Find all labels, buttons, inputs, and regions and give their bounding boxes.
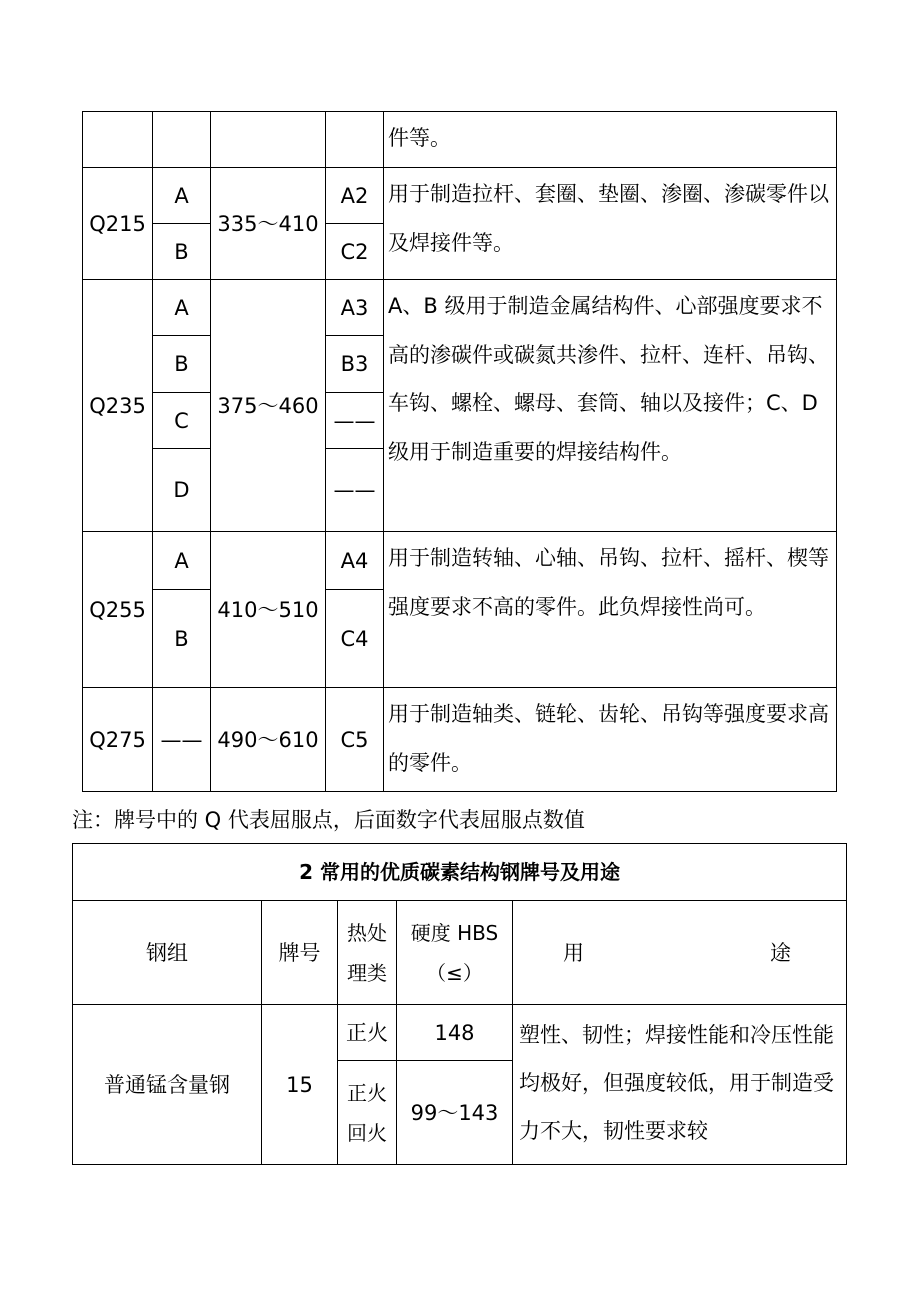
deox-cell: A3 [326, 280, 384, 336]
grade-cell: Q215 [83, 168, 153, 280]
usage-cell: 件等。 [384, 112, 837, 168]
header-usage [513, 901, 847, 1005]
class-cell: —— [153, 688, 211, 792]
class-cell: A [153, 168, 211, 224]
empty-cell [153, 112, 211, 168]
header-usage-right: 途 [770, 940, 792, 965]
hardness-cell: 148 [397, 1005, 513, 1061]
grade-cell: Q255 [83, 532, 153, 688]
deox-cell: A2 [326, 168, 384, 224]
group-cell: 普通锰含量钢 [73, 1005, 262, 1165]
strength-cell: 490～610 [211, 688, 326, 792]
deox-cell: —— [326, 393, 384, 449]
grade-cell: 15 [262, 1005, 338, 1165]
deox-cell: C2 [326, 224, 384, 280]
class-cell: A [153, 532, 211, 590]
usage-cell: 用于制造转轴、心轴、吊钩、拉杆、摇杆、楔等强度要求不高的零件。此负焊接性尚可。 [384, 532, 837, 688]
usage-cell: 用于制造拉杆、套圈、垫圈、渗圈、渗碳零件以及焊接件等。 [384, 168, 837, 280]
deox-cell: B3 [326, 336, 384, 393]
empty-cell [211, 112, 326, 168]
strength-cell: 410～510 [211, 532, 326, 688]
treatment-cell: 正火回火 [338, 1061, 397, 1165]
treatment-cell: 正火 [338, 1005, 397, 1061]
table-title: 2 常用的优质碳素结构钢牌号及用途 [73, 844, 847, 901]
header-hardness: 硬度 HBS（≤） [397, 901, 513, 1005]
quality-carbon-steel-table [72, 843, 847, 1165]
header-grade: 牌号 [262, 901, 338, 1005]
hardness-cell: 99～143 [397, 1061, 513, 1165]
class-cell: D [153, 449, 211, 532]
class-cell: B [153, 336, 211, 393]
class-cell: B [153, 224, 211, 280]
header-treatment: 热处理类 [338, 901, 397, 1005]
grade-cell: Q235 [83, 280, 153, 532]
strength-cell: 335～410 [211, 168, 326, 280]
deox-cell: C5 [326, 688, 384, 792]
class-cell: B [153, 590, 211, 688]
usage-cell: 塑性、韧性；焊接性能和冷压性能均极好，但强度较低，用于制造受力不大，韧性要求较 [513, 1005, 847, 1165]
usage-cell: A、B 级用于制造金属结构件、心部强度要求不高的渗碳件或碳氮共渗件、拉杆、连杆、吊钩、车钩、螺栓、螺母、套筒、轴以及接件；C、D 级用于制造重要的焊接结构件。 [384, 280, 837, 532]
header-group: 钢组 [73, 901, 262, 1005]
strength-cell: 375～460 [211, 280, 326, 532]
header-usage-left: 用 [563, 940, 584, 965]
class-cell: A [153, 280, 211, 336]
steel-grade-table [82, 111, 837, 792]
table-note: 注：牌号中的 Q 代表屈服点，后面数字代表屈服点数值 [72, 808, 585, 832]
usage-cell: 用于制造轴类、链轮、齿轮、吊钩等强度要求高的零件。 [384, 688, 837, 792]
grade-cell: Q275 [83, 688, 153, 792]
deox-cell: A4 [326, 532, 384, 590]
deox-cell: —— [326, 449, 384, 532]
class-cell: C [153, 393, 211, 449]
empty-cell [326, 112, 384, 168]
deox-cell: C4 [326, 590, 384, 688]
empty-cell [83, 112, 153, 168]
